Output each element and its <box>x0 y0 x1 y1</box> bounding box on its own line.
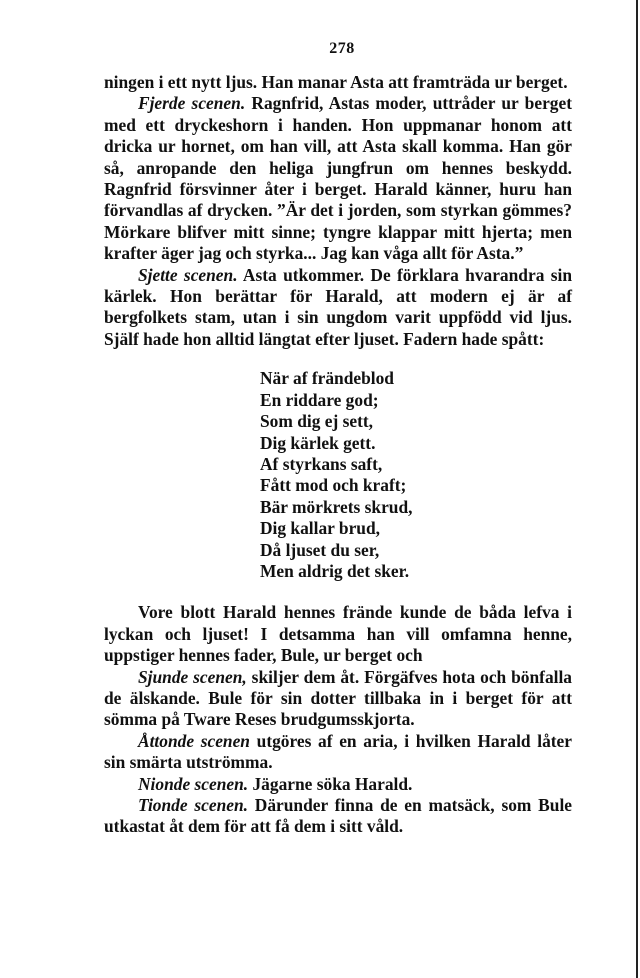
paragraph-nionde-scenen <box>104 774 572 795</box>
poem-line: Då ljuset du ser, <box>260 539 380 560</box>
paragraph-text: Ragnfrid, Astas moder, uttråder ur berget med ett dryckeshorn i handen. Hon uppmanar honom att dricka ur hornet, om han vill, att Asta skall komma. Han gör så, anropande den heliga jungfrun om hennes beskydd. Ragnfrid försvinner åter i berget. Harald känner, huru han förvandlas af drycken. ”Är det i jorden, som styrkan gömmes? Mörkare blifver mitt sinne; tyngre klappar mitt hjerta; men krafter äger jag och styrka... Jag kan våga allt för Asta.” <box>104 93 572 264</box>
document-page <box>104 40 572 838</box>
poem-line: Dig kallar brud, <box>260 518 380 539</box>
paragraph-text: Vore blott Harald hennes frände kunde de båda lefva i lyckan och ljuset! I detsamma han vill omfamna henne, uppstiger hennes fader, Bule, ur berget och <box>104 602 572 666</box>
paragraph-text: skiljer dem åt. Förgäfves hota och bönfalla de älskande. Bule för sin dotter tillbaka in i berget för att sömma på Tware Reses brudgumsskjorta. <box>104 666 572 730</box>
scene-heading: Tionde scenen. <box>138 795 248 815</box>
poem-line: Dig kärlek gett. <box>260 432 376 453</box>
poem-line: Af styrkans saft, <box>260 453 383 474</box>
poem-line: Som dig ej sett, <box>260 411 374 432</box>
poem-verse <box>260 368 572 582</box>
scene-heading: Nionde scenen. <box>138 773 249 794</box>
scene-heading: Fjerde scenen. <box>138 93 246 114</box>
poem-line: Bär mörkrets skrud, <box>260 496 413 517</box>
paragraph-opening <box>104 72 572 93</box>
paragraph-tionde-scenen <box>104 795 572 838</box>
poem-line: Men aldrig det sker. <box>260 560 410 581</box>
scene-heading: Sjette scenen. <box>138 264 238 285</box>
paragraph-fjerde-scenen <box>104 93 572 264</box>
paragraph-text: Därunder finna de en matsäck, som Bule utkastat åt dem för att få dem i sitt våld. <box>104 795 572 837</box>
paragraph-text: Jägarne söka Harald. <box>248 773 413 794</box>
paragraph-sjunde-scenen <box>104 667 572 731</box>
paragraph-sjette-scenen <box>104 265 572 351</box>
paragraph-text: utgöres af en aria, i hvilken Harald låter sin smärta utströmma. <box>104 730 572 773</box>
poem-line: Fått mod och kraft; <box>260 475 407 496</box>
paragraph-text: ningen i ett nytt ljus. Han manar Asta att framträda ur berget. <box>104 72 568 92</box>
paragraph-vore-blott <box>104 602 572 666</box>
scene-heading: Åttonde scenen <box>138 730 250 751</box>
poem-line: När af frändeblod <box>260 368 394 389</box>
paragraph-attonde-scenen <box>104 731 572 774</box>
scene-heading: Sjunde scenen, <box>138 666 247 687</box>
poem-line: En riddare god; <box>260 389 379 410</box>
page-edge-line <box>636 0 638 978</box>
paragraph-text: Asta utkommer. De förklara hvarandra sin kärlek. Hon berättar för Harald, att modern ej är af bergfolkets stam, utan i sin ungdom varit uppfödd vid ljus. Själf hade hon alltid längtat efter ljuset. Fadern hade spått: <box>104 264 572 349</box>
page-number: 278 <box>329 40 355 57</box>
